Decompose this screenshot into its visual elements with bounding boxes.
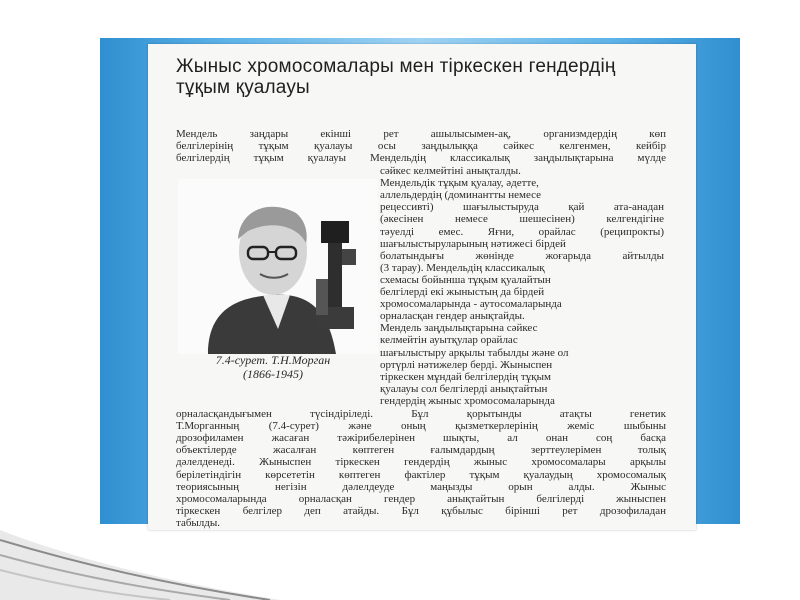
text-line: рецессивті) шағылыстыруда қай ата-анадан <box>380 201 664 214</box>
text-line: Мендельдік тұқым қуалау, әдетте, <box>380 177 539 190</box>
page-title <box>176 56 676 98</box>
title-line-2: тұқым қуалауы <box>176 77 310 98</box>
text-line: (әкесінен немесе шешесінен) келгендігіне <box>380 213 664 226</box>
text-line: шағылыстыруларының нәтижесі бірдей <box>380 237 566 250</box>
text-line: Мендель заңдары екінші рет ашылысымен-ақ, организмдердің көп <box>176 128 666 140</box>
text-line: болатындығы жөнінде жоғарыда айтылды <box>380 249 664 262</box>
text-line: орналасқан гендер анықтайды. <box>380 310 525 323</box>
text-line: келмейтін ауытқулар орайлас <box>380 334 518 347</box>
caption-line-1: 7.4-сурет. Т.Н.Морган <box>215 353 331 367</box>
photo-caption <box>173 353 373 381</box>
text-line: дәлелденеді. Жыныспен тіркескен гендердің жыныс хромосомалары арқылы <box>176 456 666 469</box>
text-line: орналасқандығымен түсіндіріледі. Бұл қорытынды атақты генетик <box>176 408 666 420</box>
title-line-1: Жыныс хромосомалары мен тіркескен гендердің <box>176 56 616 77</box>
text-line: аллельдердің (доминантты немесе <box>380 189 542 202</box>
text-line: Т.Морганның (7.4-сурет) және оның қызметкерлерінің жеміс шыбыны <box>176 420 666 433</box>
caption-line-2: (1866-1945) <box>243 367 303 381</box>
text-line: теориясының негізін дәлелдеуде маңызды орын алды. Жыныс <box>176 480 666 493</box>
text-line: шағылыстыру арқылы табылды және ол <box>380 346 569 359</box>
text-line: белгілерінің тұқым қуалауы осы заңдылыққа сәйкес келгенмен, кейбір <box>176 140 666 153</box>
text-line: хромосомаларында орналасқан гендер анықтайтын белгілерді жыныспен <box>176 492 666 505</box>
text-line: дрозофиламен жасаған тәжірибелерінен шықты, ал онан соң басқа <box>176 432 666 445</box>
text-line: тіркескен мұндай белгілердің тұқым <box>380 370 551 383</box>
portrait-photo <box>178 179 378 354</box>
text-line: (3 тарау). Мендельдің классикалық <box>380 261 545 274</box>
text-line: ортүрлі нәтижелер берді. Жыныспен <box>380 358 553 371</box>
text-line: тіркескен белгілер деп атайды. Бұл құбылыс бірінші рет дрозофиладан <box>176 504 666 517</box>
text-line: белгілердің тұқым қуалауы Мендельдің классикалық заңдылықтарына мүлде <box>176 152 666 165</box>
text-line: сәйкес келмейтіні анықталды. <box>380 165 521 177</box>
book-page <box>148 44 696 530</box>
text-line: хромосомаларында - аутосомаларында <box>380 298 562 311</box>
text-line: объектілерде жасалған көптеген ғалымдардың зерттеулерімен толық <box>176 444 666 457</box>
text-line: гендердің жыныс хромосомаларында <box>380 394 555 407</box>
text-line: тәуелді емес. Яғни, орайлас (реципрокты) <box>380 225 664 238</box>
text-line: Мендель заңдылықтарына сәйкес <box>380 322 538 335</box>
text-line: схемасы бойынша тұқым қуалайтын <box>380 273 551 286</box>
corner-decoration <box>0 510 280 600</box>
text-line: қуалауы сол белгілерді анықтайтын <box>380 382 548 395</box>
text-line: берілетіндігін көрсететін көптеген фактілер тұқым қуалаудың хромосомалық <box>176 468 666 481</box>
text-line: белгілерді екі жыныстың да бірдей <box>380 286 545 298</box>
text-line: табылды. <box>176 516 221 529</box>
